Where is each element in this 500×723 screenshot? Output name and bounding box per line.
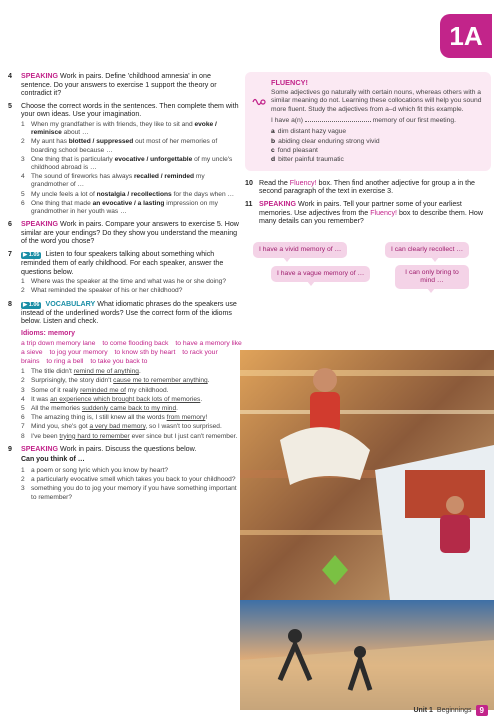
idiom: to rack your brains — [21, 348, 218, 365]
exercise-instruction: Work in pairs. Tell your partner some of your earliest memories. Use adjectives from the — [259, 200, 462, 217]
fluency-box — [245, 72, 491, 171]
exercise-instruction: box. Then find another adjective for group a in the second paragraph of the text in exercise 3. — [259, 178, 475, 196]
exercise-7-list — [21, 278, 242, 295]
exercise-11 — [245, 200, 491, 226]
item-number: 5 — [21, 190, 25, 198]
item-text: When my grandfather is with friends, they like to sit and — [31, 120, 195, 128]
exercise-instruction: Work in pairs. Define 'childhood amnesia' in one sentence. Do your answers to exercise 1 support the theory or contradict it? — [21, 72, 217, 98]
unit-tab — [440, 14, 492, 58]
underlined-phrase: a very bad memory — [89, 423, 146, 431]
item-text: my childhood. — [125, 386, 169, 394]
item-text: What reminded the speaker of his or her childhood? — [31, 287, 183, 295]
audio-track-badge[interactable]: ▶ 1.05 — [23, 251, 40, 258]
exercise-number: 5 — [8, 101, 12, 110]
exercise-keyword: SPEAKING — [21, 220, 59, 229]
exercise-6 — [8, 220, 242, 246]
option-row — [271, 137, 485, 146]
list-item — [21, 414, 242, 422]
exercise-instruction: Read the — [259, 178, 290, 187]
item-text: ! — [205, 414, 208, 422]
idiom: to know sth by heart — [114, 348, 176, 356]
fluency-ref: Fluency! — [370, 208, 397, 217]
item-text: My aunt has — [31, 138, 69, 146]
item-number: 4 — [21, 173, 25, 181]
item-text: It was — [31, 395, 51, 403]
exercise-number: 4 — [8, 72, 12, 80]
item-text: out most of her memories of boarding school because … — [31, 138, 218, 154]
idiom: to come flooding back — [102, 340, 169, 348]
right-column — [245, 72, 491, 306]
option-words: fond pleasant — [277, 147, 318, 154]
list-item — [21, 173, 242, 189]
exercise-number: 10 — [245, 178, 253, 187]
list-item — [21, 278, 242, 286]
word-choice: an evocative / a lasting — [92, 199, 165, 207]
fluency-title: FLUENCY! — [271, 78, 308, 87]
exercise-8-list — [21, 368, 242, 441]
item-text: Where was the speaker at the time and what was he or she doing? — [31, 278, 226, 286]
word-choice: evocative / unforgettable — [114, 155, 193, 163]
underlined-phrase: trying hard to remember — [59, 432, 130, 440]
list-item — [21, 156, 242, 172]
item-number: 3 — [21, 386, 25, 394]
list-item — [21, 200, 242, 216]
idiom: to have a memory like a sieve — [21, 340, 242, 356]
audio-track-badge[interactable]: ▶ 1.06 — [23, 301, 40, 308]
word-choice: nostalgia / recollections — [96, 190, 172, 198]
exercise-keyword: VOCABULARY — [45, 299, 96, 308]
item-number: 3 — [21, 155, 25, 163]
idiom: to ring a bell — [46, 357, 84, 365]
item-number: 5 — [21, 404, 25, 412]
list-item — [21, 433, 242, 441]
list-item — [21, 396, 242, 404]
list-item — [21, 377, 242, 385]
item-text: One thing that made — [31, 199, 93, 207]
item-text: . — [207, 377, 210, 385]
boy-backpack — [440, 515, 470, 553]
exercise-9-list — [21, 467, 242, 502]
item-text: ever since but I just can't remember. — [129, 432, 238, 440]
idiom: a trip down memory lane — [21, 340, 96, 348]
list-item — [21, 191, 242, 199]
underlined-phrase: from memory — [166, 414, 206, 422]
exercise-keyword: SPEAKING — [259, 200, 297, 208]
item-number: 1 — [21, 466, 25, 474]
item-text: My uncle feels a lot of — [31, 190, 97, 198]
option-letter: d — [271, 156, 276, 164]
item-text: Some of it really — [31, 386, 81, 394]
item-text: about … — [61, 129, 89, 137]
item-number: 8 — [21, 432, 25, 440]
item-number: 3 — [21, 485, 25, 493]
list-item — [21, 405, 242, 413]
exercise-7 — [8, 250, 242, 296]
underlined-phrase: an experience which brought back lots of memories — [50, 395, 201, 403]
exercise-5 — [8, 102, 242, 216]
item-text: The title didn't — [31, 368, 74, 376]
child-head — [313, 368, 337, 392]
list-item — [21, 287, 242, 295]
item-text: One thing that is particularly — [31, 155, 115, 163]
item-number: 1 — [21, 120, 25, 128]
exercise-keyword: SPEAKING — [21, 444, 59, 453]
list-item — [21, 467, 242, 475]
exercise-number: 7 — [8, 249, 12, 258]
exercise-number: 8 — [8, 299, 12, 308]
item-number: 2 — [21, 377, 25, 385]
list-item — [21, 485, 242, 501]
item-number: 2 — [21, 138, 25, 146]
item-text: . — [176, 404, 178, 412]
item-number: 1 — [21, 368, 25, 376]
item-number: 7 — [21, 423, 25, 431]
footer-unit: Unit 1 — [413, 707, 433, 714]
item-text: The sound of fireworks has always — [31, 173, 134, 181]
exercise-keyword: SPEAKING — [21, 72, 59, 80]
page-number: 9 — [476, 705, 488, 716]
exercise-10 — [245, 179, 491, 196]
item-text: Mind you, she's got — [31, 423, 90, 431]
audio-track-number: 1.06 — [28, 301, 40, 308]
fluency-example — [271, 117, 485, 125]
option-letter: a — [271, 128, 275, 136]
option-letter: b — [271, 137, 276, 145]
speech-bubbles — [245, 232, 491, 298]
list-item — [21, 476, 242, 484]
page-footer — [413, 705, 488, 716]
exercise-lead: Can you think of … — [21, 456, 85, 464]
speech-wave-icon — [251, 94, 267, 110]
option-row — [271, 155, 485, 164]
option-row — [271, 146, 485, 155]
option-words: dim distant hazy vague — [277, 128, 347, 136]
item-text: All the memories — [31, 404, 82, 412]
item-text: of my uncle's childhood abroad is … — [31, 155, 233, 171]
item-text: . — [138, 368, 141, 376]
exercise-instruction: Work in pairs. Compare your answers to exercise 5. How similar are your endings? Do they show you understand the meaning of the word you chose? — [21, 220, 239, 246]
list-item — [21, 387, 242, 395]
audio-track-number: 1.05 — [28, 251, 40, 258]
item-text: a poem or song lyric which you know by heart? — [31, 466, 169, 474]
example-text: I have a(n) — [271, 116, 305, 124]
item-number: 2 — [21, 476, 25, 484]
idioms-title: Idioms: memory — [21, 329, 76, 337]
fluency-ref: Fluency! — [289, 178, 317, 187]
option-row — [271, 127, 485, 136]
exercise-number: 11 — [245, 200, 253, 208]
item-number: 4 — [21, 395, 25, 403]
underlined-phrase: remind me of anything — [73, 368, 139, 376]
exercise-4 — [8, 72, 242, 98]
exercise-instruction: box to describe them. How many details can you remember? — [259, 208, 483, 226]
item-number: 6 — [21, 199, 25, 207]
speech-bubble: I have a vivid memory of … — [253, 242, 347, 258]
example-blank — [305, 121, 371, 122]
footer-title: Beginnings — [436, 707, 472, 714]
option-words: abiding clear enduring strong vivid — [278, 137, 380, 145]
item-number: 1 — [21, 278, 25, 286]
kid-head — [354, 646, 366, 658]
list-item — [21, 368, 242, 376]
item-text: Surprisingly, the story didn't — [31, 377, 114, 385]
item-number: 2 — [21, 287, 25, 295]
word-choice: blotted / suppressed — [68, 138, 134, 146]
underlined-phrase: suddenly came back to my mind — [81, 404, 177, 412]
photo-illustration — [240, 350, 494, 710]
exercise-5-list — [21, 121, 242, 216]
exercise-instruction: Choose the correct words in the sentences. Then complete them with your own ideas. Use your imagination. — [21, 101, 239, 119]
speech-bubble: I can clearly recollect … — [385, 242, 469, 258]
school-building — [405, 470, 485, 518]
item-text: a particularly evocative smell which takes you back to your childhood? — [31, 476, 236, 484]
underlined-phrase: reminded me of — [80, 386, 126, 394]
exercise-number: 9 — [8, 444, 12, 453]
fluency-options — [271, 127, 485, 165]
item-text: , so I wasn't too surprised. — [145, 423, 222, 431]
exercise-instruction: What idiomatic phrases do the speakers use instead of the underlined words? Use the correct form of the idioms below. Listen and check. — [21, 299, 237, 326]
option-words: bitter painful traumatic — [278, 156, 344, 164]
item-text: for the days when … — [171, 190, 235, 198]
unit-tab-label: 1A — [449, 20, 483, 51]
list-item — [21, 423, 242, 431]
item-text: I've been — [31, 432, 60, 440]
item-text: . — [200, 395, 203, 403]
exercise-8 — [8, 300, 242, 441]
idiom: to take you back to — [90, 357, 148, 365]
exercise-instruction: Listen to four speakers talking about something which reminded them of early childhood. For each speaker, answer the questions below. — [21, 249, 224, 276]
item-number: 6 — [21, 414, 25, 422]
exercise-number: 6 — [8, 220, 12, 229]
item-text: something you do to jog your memory if you have something important to remember? — [31, 485, 237, 501]
idiom: to jog your memory — [49, 348, 108, 356]
example-text: memory of our first meeting. — [370, 116, 456, 124]
boy-head — [446, 496, 464, 514]
option-letter: c — [271, 147, 275, 154]
word-choice: recalled / reminded — [133, 173, 195, 181]
exercise-9 — [8, 445, 242, 502]
left-column — [8, 72, 242, 506]
photo-collage — [240, 350, 494, 710]
item-text: The amazing thing is, I still knew all the words — [31, 414, 167, 422]
school-photo — [375, 445, 494, 600]
list-item — [21, 121, 242, 137]
list-item — [21, 138, 242, 154]
fluency-body: Some adjectives go naturally with certain nouns, whereas others with a similar meaning do not. Learning these collocations will help you sound more fluent. Study the adjectives from a–d which fit this example. — [271, 89, 482, 113]
idioms-list — [21, 340, 242, 366]
speech-bubble: I have a vague memory of … — [271, 266, 370, 282]
item-text: my grandmother of … — [31, 173, 205, 189]
speech-bubble: I can only bring to mind … — [395, 265, 469, 289]
adult-head — [288, 629, 302, 643]
underlined-phrase: cause me to remember anything — [113, 377, 208, 385]
child-shirt — [310, 392, 340, 432]
word-choice: evoke / reminisce — [31, 120, 217, 137]
exercise-instruction: Work in pairs. Discuss the questions below. — [60, 444, 197, 453]
item-text: impression on my grandmother in her youth was … — [31, 199, 218, 215]
